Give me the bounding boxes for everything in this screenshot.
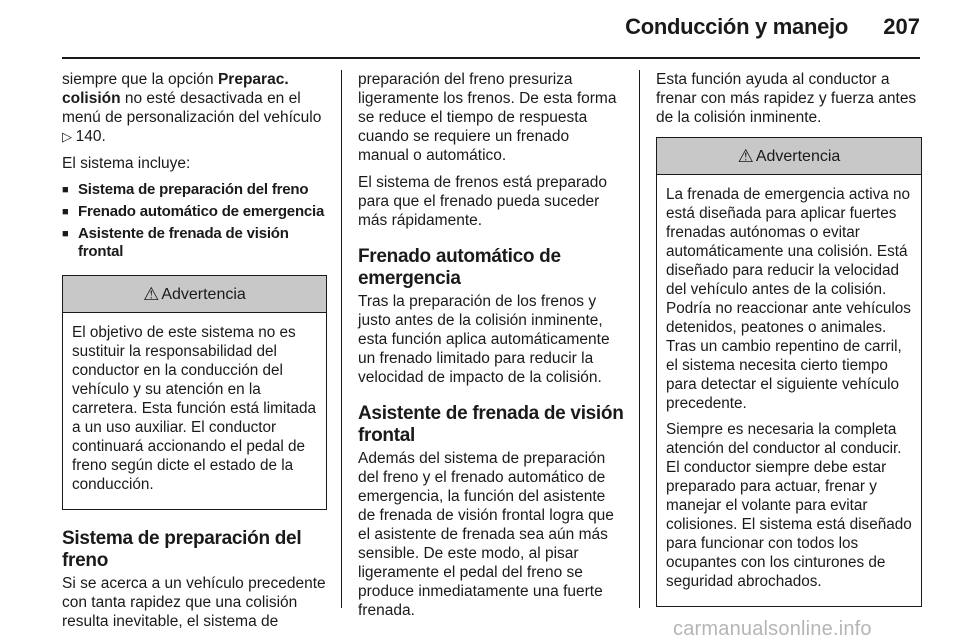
column-2 bbox=[358, 70, 624, 628]
section-text: Si se acerca a un vehículo precedente con tanta rapidez que una colisión resulta inevitable, el sistema de bbox=[62, 575, 326, 630]
section-text: El sistema de frenos está preparado para que el frenado pueda suceder más rápidamente. bbox=[358, 174, 607, 229]
warning-text: La frenada de emergencia activa no está diseñada para aplicar fuertes frenadas autónomas o evitar automáticamente una colisión. Está diseñado para reducir la velocidad del vehículo antes de la colisión. Podría no reaccionar ante vehículos detenidos, peatones o animales. Tras un cambio repentino de carril, el sistema necesita cierto tiempo para detectar el siguiente vehículo precedente. bbox=[666, 186, 911, 412]
warning-text: El objetivo de este sistema no es sustituir la responsabilidad del conductor en la conducción del vehículo y su atención en la carretera. Esta función está limitada a un uso auxiliar. El conductor continuará accionando el pedal de freno según dicte el estado de la conducción. bbox=[72, 324, 317, 493]
warning-header bbox=[63, 276, 326, 313]
feature-list bbox=[62, 181, 327, 261]
arrow-reference-icon: ▷ bbox=[62, 129, 76, 144]
warning-triangle-icon: ⚠ bbox=[737, 145, 754, 166]
page-number: 207 bbox=[883, 14, 920, 39]
warning-header bbox=[657, 138, 921, 175]
section-heading: Frenado automático de emergencia bbox=[358, 246, 561, 289]
section-text: Esta función ayuda al conductor a frenar con más rapidez y fuerza antes de la colisión inminente. bbox=[656, 71, 917, 126]
system-includes-text: El sistema incluye: bbox=[62, 155, 191, 172]
section-heading: Asistente de frenada de visión frontal bbox=[358, 403, 624, 446]
warning-body bbox=[657, 175, 921, 606]
warning-box bbox=[656, 137, 922, 607]
page-title: Conducción y manejo bbox=[625, 14, 848, 39]
column-divider bbox=[341, 70, 342, 608]
intro-text: siempre que la opción bbox=[62, 71, 218, 88]
section-text: Además del sistema de preparación del freno y el frenado automático de emergencia, la función del asistente de frenada de visión frontal logra que el asistente de frenada sea aún más sensible. De este modo, al pisar ligeramente el pedal del freno se produce inmediatamente una fuerte frenada. bbox=[358, 450, 614, 619]
warning-body bbox=[63, 313, 326, 509]
intro-text-cont: no esté desactivada en el menú de personalización del vehículo bbox=[62, 90, 322, 126]
list-item: ■ Asistente de frenada de visión frontal bbox=[62, 225, 327, 261]
column-3 bbox=[656, 70, 922, 607]
warning-box bbox=[62, 275, 327, 510]
warning-text: Siempre es necesaria la completa atención del conductor al conducir. El conductor siempre debe estar preparado para actuar, frenar y manejar el volante para evitar colisiones. El sistema está diseñado para funcionar con todos los ocupantes con los cinturones de seguridad abrochados. bbox=[666, 421, 912, 590]
watermark: carmanualsonline.info bbox=[673, 618, 872, 640]
intro-paragraph bbox=[62, 70, 327, 146]
warning-title: Advertencia bbox=[161, 285, 246, 303]
warning-triangle-icon: ⚠ bbox=[143, 283, 160, 304]
section-text: Tras la preparación de los frenos y justo antes de la colisión inminente, esta función aplica automáticamente un frenado limitado para reducir la velocidad de impacto de la colisión. bbox=[358, 293, 610, 386]
column-divider bbox=[639, 70, 640, 608]
header-rule bbox=[62, 57, 920, 59]
column-1 bbox=[62, 70, 327, 639]
list-item: ■ Frenado automático de emergencia bbox=[62, 203, 327, 221]
page-header bbox=[0, 0, 960, 50]
page-reference-link[interactable]: 140. bbox=[75, 128, 106, 145]
warning-title: Advertencia bbox=[755, 147, 841, 165]
section-text: preparación del freno presuriza ligeramente los frenos. De esta forma se reduce el tiempo de respuesta cuando se requiere un frenado manual o automático. bbox=[358, 71, 617, 164]
menu-option-name: Preparac. colisión bbox=[62, 71, 289, 107]
list-item: ■ Sistema de preparación del freno bbox=[62, 181, 327, 199]
section-heading: Sistema de preparación del freno bbox=[62, 528, 302, 571]
